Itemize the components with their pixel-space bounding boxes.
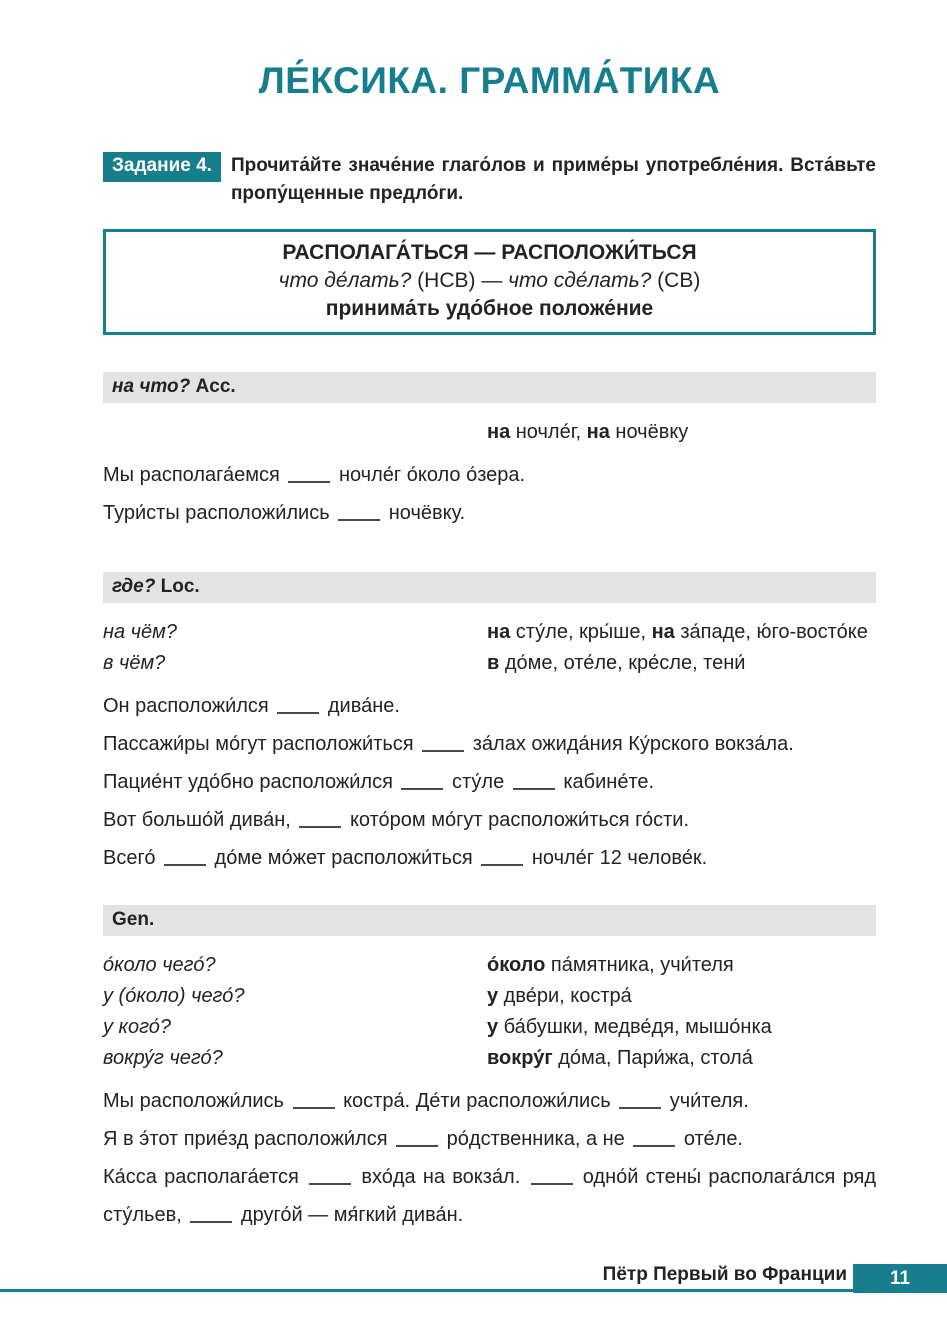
exercise-sentence <box>103 1158 876 1234</box>
blank-line <box>299 814 341 828</box>
case-section <box>103 572 876 877</box>
text-run: (СВ) <box>651 269 701 292</box>
blank-line <box>619 1095 661 1109</box>
text-run: на <box>487 421 511 443</box>
text-run: Пассажи́ры мо́гут расположи́ться <box>103 733 420 755</box>
text-run: (НСВ) — <box>411 269 509 292</box>
question-answer-row <box>103 1012 876 1043</box>
exercise-sentence <box>103 494 876 532</box>
question-cell <box>103 981 487 1012</box>
blank-line <box>277 700 319 714</box>
question-cell <box>103 617 487 648</box>
text-run: у <box>487 1016 499 1038</box>
question-answer-row <box>103 1043 876 1074</box>
text-run: одно́й стены́ располага́лся ряд сту́льев, <box>103 1166 877 1226</box>
text-run: на <box>651 621 675 643</box>
text-run: ночле́г 12 челове́к. <box>526 847 708 869</box>
blank-line <box>309 1171 351 1185</box>
text-run: до́ма, Пари́жа, стола́ <box>552 1047 753 1069</box>
exercise-sentences <box>103 687 876 877</box>
blank-line <box>293 1095 335 1109</box>
text-run: костра́. Де́ти расположи́лись <box>337 1090 617 1112</box>
answer-cell <box>487 981 876 1012</box>
text-run: сту́ле, кры́ше, <box>510 621 652 643</box>
text-run: где? <box>112 576 161 597</box>
text-run: ро́дственника, а не <box>441 1128 631 1150</box>
answer-cell <box>487 417 876 448</box>
question-answer-rows <box>103 950 876 1074</box>
case-section <box>103 905 876 1234</box>
text-run: ночёвку <box>609 421 689 443</box>
exercise-sentence <box>103 1082 876 1120</box>
section-header <box>103 372 876 403</box>
case-section <box>103 372 876 532</box>
blank-line <box>164 852 206 866</box>
text-run: две́ри, костра́ <box>498 985 632 1007</box>
exercise-sentence <box>103 725 876 763</box>
question-answer-rows <box>103 417 876 448</box>
blank-line <box>422 738 464 752</box>
text-run: Мы расположи́лись <box>103 1090 290 1112</box>
text-run: вокру́г чего́? <box>103 1047 223 1069</box>
exercise-sentences <box>103 456 876 532</box>
exercise-sentence <box>103 687 876 725</box>
text-run: у (о́коло) чего́? <box>103 985 245 1007</box>
exercise-sentence <box>103 1120 876 1158</box>
answer-cell <box>487 950 876 981</box>
text-run: вхо́да на вокза́л. <box>354 1166 528 1188</box>
text-run: Acc. <box>195 376 236 397</box>
text-run: за́паде, ю́го-восто́ке <box>674 621 868 643</box>
page-number-badge: 11 <box>853 1264 947 1293</box>
text-run: дива́не. <box>322 695 400 717</box>
text-run: что сде́лать? <box>508 269 652 292</box>
blank-line <box>513 776 555 790</box>
text-run: у <box>487 985 499 1007</box>
question-answer-row <box>103 417 876 448</box>
question-cell <box>103 1043 487 1074</box>
exercise-sentence <box>103 801 876 839</box>
text-run: о́коло <box>487 954 546 976</box>
question-answer-row <box>103 981 876 1012</box>
text-run: Пацие́нт удо́бно расположи́лся <box>103 771 399 793</box>
task-instruction: Прочита́йте значе́ние глаго́лов и приме́ры употребле́ния. Вста́вьте пропу́щенные предло́ги. <box>230 155 876 204</box>
question-cell <box>103 648 487 679</box>
text-run: ночле́г о́коло о́зера. <box>333 464 526 486</box>
text-run: на <box>586 421 610 443</box>
text-run: ночёвку. <box>383 502 466 524</box>
blank-line <box>288 469 330 483</box>
text-run: Gen. <box>112 909 155 930</box>
text-run: Я в э́тот прие́зд расположи́лся <box>103 1128 394 1150</box>
answer-cell <box>487 617 876 648</box>
blank-line <box>338 507 380 521</box>
text-run: оте́ле. <box>678 1128 743 1150</box>
text-run: у кого́? <box>103 1016 172 1038</box>
text-run: кабине́те. <box>557 771 655 793</box>
question-answer-row <box>103 950 876 981</box>
page-title: ЛЕ́КСИКА. ГРАММА́ТИКА <box>258 60 721 101</box>
text-run: за́лах ожида́ния Ку́рского вокза́ла. <box>467 733 794 755</box>
text-run: Всего́ <box>103 847 161 869</box>
blank-line <box>396 1133 438 1147</box>
exercise-sentence <box>103 839 876 877</box>
question-cell <box>103 417 487 448</box>
answer-cell <box>487 648 876 679</box>
section-header <box>103 572 876 603</box>
question-answer-row <box>103 617 876 648</box>
text-run: в чём? <box>103 652 166 674</box>
text-run: Вот большо́й дива́н, <box>103 809 297 831</box>
text-run: в <box>487 652 500 674</box>
page-footer <box>0 1262 947 1296</box>
question-answer-row <box>103 648 876 679</box>
text-run: о́коло чего́? <box>103 954 216 976</box>
blank-line <box>531 1171 573 1185</box>
text-run: Тури́сты расположи́лись <box>103 502 336 524</box>
text-run: что де́лать? <box>278 269 412 292</box>
task-row <box>103 152 876 208</box>
exercise-sentence <box>103 456 876 494</box>
book-title: Пётр Первый во Франции <box>602 1264 847 1285</box>
blank-line <box>401 776 443 790</box>
footer-rule <box>0 1289 853 1292</box>
text-run: вокру́г <box>487 1047 553 1069</box>
question-cell <box>103 950 487 981</box>
text-run: до́ме мо́жет расположи́ться <box>209 847 479 869</box>
text-run: сту́ле <box>446 771 510 793</box>
section-header <box>103 905 876 936</box>
verb-meaning: принима́ть удо́бное положе́ние <box>325 297 654 320</box>
text-run: Ка́сса располага́ется <box>103 1166 307 1188</box>
blank-line <box>481 852 523 866</box>
text-run: на чём? <box>103 621 177 643</box>
text-run: Loc. <box>160 576 200 597</box>
text-run: Мы располага́емся <box>103 464 286 486</box>
exercise-sentence <box>103 763 876 801</box>
case-sections <box>103 372 876 1234</box>
text-run: па́мятника, учи́теля <box>545 954 734 976</box>
text-run: учи́теля. <box>664 1090 749 1112</box>
blank-line <box>633 1133 675 1147</box>
text-run: на что? <box>112 376 196 397</box>
text-run: друго́й — мя́гкий дива́н. <box>235 1204 464 1226</box>
answer-cell <box>487 1012 876 1043</box>
text-run: ночле́г, <box>510 421 587 443</box>
verb-rule-box <box>103 229 876 335</box>
question-answer-rows <box>103 617 876 679</box>
text-run: до́ме, оте́ле, кре́сле, тени́ <box>499 652 746 674</box>
text-run: кото́ром мо́гут расположи́ться го́сти. <box>344 809 690 831</box>
verb-aspect-line <box>116 267 863 295</box>
blank-line <box>190 1209 232 1223</box>
question-cell <box>103 1012 487 1043</box>
answer-cell <box>487 1043 876 1074</box>
text-run: Он расположи́лся <box>103 695 275 717</box>
task-number-badge: Задание 4. <box>103 152 221 182</box>
text-run: ба́бушки, медве́дя, мышо́нка <box>498 1016 772 1038</box>
page-content <box>103 0 876 1234</box>
text-run: на <box>487 621 511 643</box>
exercise-sentences <box>103 1082 876 1234</box>
verb-pair-title: РАСПОЛАГА́ТЬСЯ — РАСПОЛОЖИ́ТЬСЯ <box>282 241 697 264</box>
